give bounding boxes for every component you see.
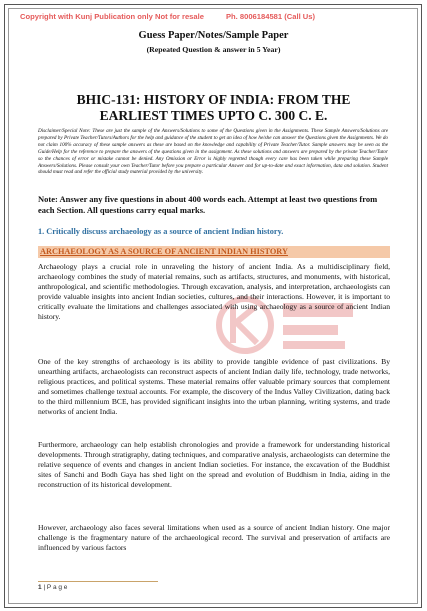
paragraph-1: Archaeology plays a crucial role in unraveling the history of ancient India. As a multidisciplinary field, archaeology combines the study of material remains, such as artifacts, structures, and monuments, with historical, anthropological, and scientific methodologies. Through excavation, analysis, and interpretation, archaeologists can provide valuable insights into ancient Indian societies, cultures, and their interactions. However, it is important to critically evaluate the limitations and challenges associated with using archaeology as a source of ancient Indian history. [38, 262, 390, 322]
question-1: 1. Critically discuss archaeology as a source of ancient Indian history. [38, 227, 284, 236]
paragraph-2: One of the key strengths of archaeology is its ability to provide tangible evidence of past civilizations. By unearthing artifacts, archaeologists can reconstruct aspects of ancient Indian daily life, technology, trade networks, religious practices, and political systems. These material remains offer valuable primary sources that complement and sometimes challenge textual accounts. For example, the discovery of the Indus Valley Civilization, dating back to the third millennium BCE, has provided significant insights into the urban planning, writing systems, and trade networks of ancient India. [38, 357, 390, 417]
copyright-banner [20, 12, 410, 21]
course-title-line2: EARLIEST TIMES UPTO C. 300 C. E. [99, 108, 328, 123]
page-label: | P a g e [43, 584, 68, 591]
paragraph-3: Furthermore, archaeology can help establish chronologies and provide a framework for understanding historical developments. Through stratigraphy, dating techniques, and comparative analysis, archaeologists can determine the relative sequence of events and changes in ancient Indian societies. For instance, the excavation of the Buddhist sites of Sanchi and Bodh Gaya has shed light on the spread and evolution of Buddhism in India, aiding in the reconstruction of its historical development. [38, 440, 390, 490]
guess-paper-title: Guess Paper/Notes/Sample Paper [138, 30, 289, 41]
phone-text: Ph. 8006184581 (Call Us) [225, 12, 316, 21]
paragraph-4: However, archaeology also faces several limitations when used as a source of ancient Indian history. One major challenge is the fragmentary nature of the archaeological record. The survival and preservation of artifacts are influenced by various factors [38, 523, 390, 553]
disclaimer: Disclaimer/Special Note: These are just the sample of the Answers/Solutions to some of the Questions given in the Assignments. These Sample Answers/Solutions are prepared by Private Teacher/Tutors/Authors for the help and guidance of the student to get an idea of how he/she can answer the Questions given the Assignments. We do not claim 100% accuracy of these sample answers as these are based on the knowledge and capability of Private Teacher/Tutor. Sample answers may be seen as the Guide/Help for the reference to prepare the answers of the questions given in the assignment. As these solutions and answers are prepared by the private Teacher/Tutor so the chances of error or mistake cannot be denied. Any Omission or Error is highly regretted though every care has been taken while preparing these Sample Answers/Solutions. Please consult your own Teacher/Tutor before you prepare a particular Answer and for up-to-date and exact information, data and solution. Student should must read and refer the official study material provided by the university. [38, 128, 388, 176]
copyright-text: Copyright with Kunj Publication only Not for resale [20, 12, 204, 21]
repeated-subtitle: (Repeated Question & answer in 5 Year) [146, 45, 281, 54]
page-number: 1 [38, 584, 42, 591]
course-title [0, 92, 427, 124]
page-footer [38, 581, 158, 591]
course-title-line1: BHIC-131: HISTORY OF INDIA: FROM THE [76, 92, 351, 107]
instructions-note: Note: Answer any five questions in about 400 words each. Attempt at least two questions from each Section. All questions carry equal marks. [38, 194, 378, 215]
section-heading: ARCHAEOLOGY AS A SOURCE OF ANCIENT INDIAN HISTORY [38, 246, 390, 258]
